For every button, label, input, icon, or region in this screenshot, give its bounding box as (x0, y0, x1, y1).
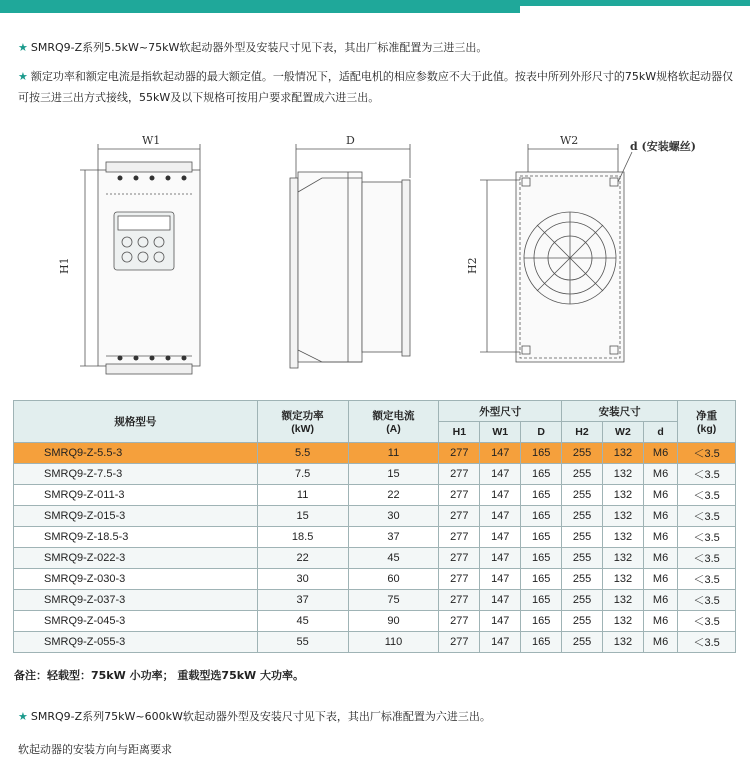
table-cell: ＜3.5 (678, 569, 736, 590)
table-cell: 132 (602, 569, 643, 590)
model-cell: SMRQ9-Z-7.5-3 (14, 464, 258, 485)
table-cell: 277 (439, 632, 480, 653)
table-cell: 22 (257, 548, 348, 569)
model-cell: SMRQ9-Z-011-3 (14, 485, 258, 506)
table-cell: 37 (348, 527, 439, 548)
th-power (257, 401, 348, 443)
spec-table-body (14, 443, 736, 653)
table-cell: 277 (439, 590, 480, 611)
th-mount: 安装尺寸 (562, 401, 678, 422)
note-2-text: 额定功率和额定电流是指软起动器的最大额定值。一般情况下，适配电机的相应参数应不大于此值。按表中所列外形尺寸的75kW规格软起动器仅可按三进三出方式接线，55kW及以下规格可按用户要求配置成六进三出。 (18, 70, 734, 104)
th-outline: 外型尺寸 (439, 401, 562, 422)
th-power-unit: (kW) (291, 423, 315, 435)
model-cell: SMRQ9-Z-037-3 (14, 590, 258, 611)
table-cell: M6 (643, 443, 677, 464)
th-weight-unit: (kg) (697, 423, 717, 435)
table-cell: 132 (602, 548, 643, 569)
table-cell: 277 (439, 506, 480, 527)
table-cell: 147 (480, 527, 521, 548)
table-cell: 147 (480, 485, 521, 506)
table-cell: M6 (643, 485, 677, 506)
table-cell: 132 (602, 632, 643, 653)
note-2 (18, 66, 738, 108)
table-cell: ＜3.5 (678, 590, 736, 611)
table-cell: 255 (562, 527, 603, 548)
header-teal-line (520, 0, 750, 6)
table-cell: ＜3.5 (678, 632, 736, 653)
table-row (14, 464, 736, 485)
table-cell: 90 (348, 611, 439, 632)
table-row (14, 443, 736, 464)
table-cell: 30 (348, 506, 439, 527)
th-w1: W1 (480, 422, 521, 443)
table-cell: 5.5 (257, 443, 348, 464)
model-cell: SMRQ9-Z-055-3 (14, 632, 258, 653)
table-cell: 165 (521, 443, 562, 464)
table-cell: 255 (562, 443, 603, 464)
table-cell: 255 (562, 569, 603, 590)
h1-label: H1 (58, 257, 71, 274)
table-row (14, 506, 736, 527)
table-cell: 132 (602, 464, 643, 485)
th-weight (678, 401, 736, 443)
screw-label: d (安装螺丝) (630, 140, 696, 153)
note-3 (18, 706, 491, 727)
table-cell: 277 (439, 485, 480, 506)
table-cell: 132 (602, 590, 643, 611)
w1-label: W1 (142, 134, 161, 147)
th-power-label: 额定功率 (281, 410, 324, 422)
table-row (14, 569, 736, 590)
th-current (348, 401, 439, 443)
table-cell: 165 (521, 590, 562, 611)
table-cell: 55 (257, 632, 348, 653)
table-row (14, 611, 736, 632)
table-cell: 147 (480, 443, 521, 464)
table-cell: 165 (521, 569, 562, 590)
th-dd: d (643, 422, 677, 443)
model-cell: SMRQ9-Z-18.5-3 (14, 527, 258, 548)
table-cell: 277 (439, 569, 480, 590)
th-h2: H2 (562, 422, 603, 443)
model-cell: SMRQ9-Z-022-3 (14, 548, 258, 569)
table-cell: ＜3.5 (678, 464, 736, 485)
table-cell: 165 (521, 464, 562, 485)
th-w2: W2 (602, 422, 643, 443)
table-cell: 60 (348, 569, 439, 590)
table-cell: 277 (439, 548, 480, 569)
th-current-unit: (A) (386, 423, 401, 435)
table-cell: 165 (521, 527, 562, 548)
header-banner (0, 0, 750, 18)
table-cell: 75 (348, 590, 439, 611)
table-cell: 255 (562, 485, 603, 506)
table-cell: 165 (521, 485, 562, 506)
table-cell: 132 (602, 527, 643, 548)
table-cell: 45 (348, 548, 439, 569)
table-cell: 110 (348, 632, 439, 653)
table-cell: 11 (257, 485, 348, 506)
table-cell: 255 (562, 506, 603, 527)
note-4-text: 软起动器的安装方向与距离要求 (18, 743, 172, 756)
table-cell: 132 (602, 611, 643, 632)
table-cell: M6 (643, 590, 677, 611)
model-cell: SMRQ9-Z-030-3 (14, 569, 258, 590)
note-4 (18, 739, 172, 760)
table-cell: 165 (521, 632, 562, 653)
table-cell: 22 (348, 485, 439, 506)
table-cell: ＜3.5 (678, 527, 736, 548)
table-cell: ＜3.5 (678, 506, 736, 527)
table-cell: 255 (562, 548, 603, 569)
table-cell: 147 (480, 506, 521, 527)
table-cell: M6 (643, 527, 677, 548)
table-cell: 165 (521, 506, 562, 527)
remark-text: 轻载型：75kW 小功率； 重载型选75kW 大功率。 (47, 669, 305, 682)
spec-table (13, 400, 736, 653)
table-cell: 147 (480, 569, 521, 590)
table-cell: 132 (602, 443, 643, 464)
table-cell: 15 (348, 464, 439, 485)
table-cell: M6 (643, 611, 677, 632)
table-cell: ＜3.5 (678, 611, 736, 632)
table-cell: M6 (643, 632, 677, 653)
th-h1: H1 (439, 422, 480, 443)
note-3-text: SMRQ9-Z系列75kW~600kW软起动器外型及安装尺寸见下表，其出厂标准配置为六进三出。 (30, 710, 491, 723)
table-row (14, 527, 736, 548)
table-cell: M6 (643, 569, 677, 590)
star-icon: ★ (18, 41, 28, 54)
table-cell: M6 (643, 464, 677, 485)
table-cell: M6 (643, 548, 677, 569)
table-cell: 147 (480, 464, 521, 485)
table-cell: 45 (257, 611, 348, 632)
table-cell: 147 (480, 590, 521, 611)
table-cell: 255 (562, 464, 603, 485)
star-icon: ★ (18, 70, 28, 83)
table-cell: 147 (480, 611, 521, 632)
model-cell: SMRQ9-Z-5.5-3 (14, 443, 258, 464)
table-cell: ＜3.5 (678, 548, 736, 569)
dimension-drawings (0, 120, 750, 390)
remark-label: 备注： (14, 669, 47, 682)
table-cell: 255 (562, 590, 603, 611)
table-cell: 147 (480, 548, 521, 569)
table-cell: 277 (439, 443, 480, 464)
table-row (14, 548, 736, 569)
table-cell: 18.5 (257, 527, 348, 548)
th-weight-label: 净重 (696, 410, 718, 422)
table-cell: 11 (348, 443, 439, 464)
note-1-text: SMRQ9-Z系列5.5kW~75kW软起动器外型及安装尺寸见下表，其出厂标准配置为三进三出。 (30, 41, 488, 54)
d-label: D (346, 134, 355, 147)
table-cell: 255 (562, 632, 603, 653)
table-cell: 15 (257, 506, 348, 527)
table-cell: ＜3.5 (678, 485, 736, 506)
table-cell: 255 (562, 611, 603, 632)
table-cell: 147 (480, 632, 521, 653)
model-cell: SMRQ9-Z-045-3 (14, 611, 258, 632)
header-teal-bar (0, 0, 520, 13)
table-cell: 30 (257, 569, 348, 590)
th-d: D (521, 422, 562, 443)
star-icon: ★ (18, 710, 28, 723)
table-cell: 277 (439, 527, 480, 548)
table-cell: 132 (602, 506, 643, 527)
table-row (14, 632, 736, 653)
table-cell: ＜3.5 (678, 443, 736, 464)
model-cell: SMRQ9-Z-015-3 (14, 506, 258, 527)
table-row (14, 485, 736, 506)
table-cell: M6 (643, 506, 677, 527)
table-cell: 132 (602, 485, 643, 506)
table-cell: 277 (439, 611, 480, 632)
table-row (14, 590, 736, 611)
table-cell: 277 (439, 464, 480, 485)
th-current-label: 额定电流 (372, 410, 415, 422)
table-cell: 37 (257, 590, 348, 611)
h2-label: H2 (466, 257, 479, 274)
note-1 (18, 37, 487, 58)
table-cell: 7.5 (257, 464, 348, 485)
w2-label: W2 (560, 134, 579, 147)
remark (14, 667, 304, 683)
table-cell: 165 (521, 611, 562, 632)
table-cell: 165 (521, 548, 562, 569)
th-model: 规格型号 (14, 401, 258, 443)
